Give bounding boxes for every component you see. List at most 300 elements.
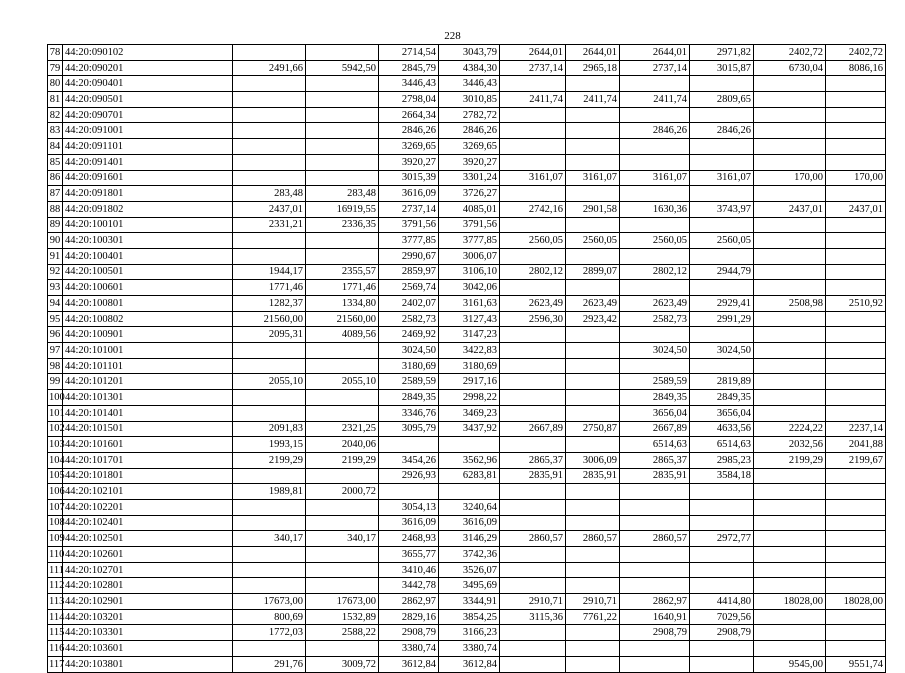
value-col-8-cell: 7029,56 bbox=[690, 609, 754, 625]
cadastral-code-cell: 44:20:102501 bbox=[63, 531, 233, 547]
value-col-2-cell: 283,48 bbox=[306, 186, 379, 202]
value-col-7-cell: 3024,50 bbox=[620, 343, 690, 359]
value-col-10-cell bbox=[826, 233, 886, 249]
value-col-1-cell bbox=[233, 358, 306, 374]
table-row bbox=[48, 531, 886, 547]
table-row bbox=[48, 76, 886, 92]
table-row bbox=[48, 201, 886, 217]
value-col-7-cell: 2737,14 bbox=[620, 60, 690, 76]
table-row bbox=[48, 233, 886, 249]
row-number-cell: 88 bbox=[48, 201, 63, 217]
value-col-9-cell bbox=[754, 547, 826, 563]
value-col-5-cell: 2865,37 bbox=[500, 452, 566, 468]
row-number-cell: 109 bbox=[48, 531, 63, 547]
value-col-7-cell: 2908,79 bbox=[620, 625, 690, 641]
value-col-10-cell: 170,00 bbox=[826, 170, 886, 186]
value-col-9-cell bbox=[754, 531, 826, 547]
value-col-1-cell bbox=[233, 248, 306, 264]
value-col-1-cell: 1282,37 bbox=[233, 296, 306, 312]
value-col-6-cell: 7761,22 bbox=[566, 609, 620, 625]
value-col-10-cell: 2199,67 bbox=[826, 452, 886, 468]
value-col-9-cell bbox=[754, 233, 826, 249]
value-col-4-cell: 3010,85 bbox=[439, 92, 500, 108]
value-col-3-cell: 2845,79 bbox=[379, 60, 439, 76]
value-col-8-cell: 2846,26 bbox=[690, 123, 754, 139]
value-col-6-cell bbox=[566, 374, 620, 390]
value-col-5-cell bbox=[500, 154, 566, 170]
value-col-3-cell: 3777,85 bbox=[379, 233, 439, 249]
value-col-7-cell: 2860,57 bbox=[620, 531, 690, 547]
value-col-8-cell bbox=[690, 641, 754, 657]
value-col-2-cell bbox=[306, 139, 379, 155]
value-col-6-cell bbox=[566, 123, 620, 139]
row-number-cell: 117 bbox=[48, 656, 63, 672]
cadastral-code-cell: 44:20:101001 bbox=[63, 343, 233, 359]
value-col-9-cell bbox=[754, 578, 826, 594]
table-body bbox=[48, 45, 886, 673]
value-col-6-cell: 2644,01 bbox=[566, 45, 620, 61]
value-col-8-cell: 3584,18 bbox=[690, 468, 754, 484]
value-col-2-cell bbox=[306, 343, 379, 359]
value-col-4-cell: 3161,63 bbox=[439, 296, 500, 312]
value-col-4-cell: 3344,91 bbox=[439, 594, 500, 610]
row-number-cell: 103 bbox=[48, 437, 63, 453]
row-number-cell: 91 bbox=[48, 248, 63, 264]
row-number-cell: 82 bbox=[48, 107, 63, 123]
value-col-2-cell bbox=[306, 123, 379, 139]
row-number-cell: 113 bbox=[48, 594, 63, 610]
value-col-5-cell: 2737,14 bbox=[500, 60, 566, 76]
value-col-5-cell bbox=[500, 515, 566, 531]
value-col-1-cell bbox=[233, 92, 306, 108]
value-col-3-cell: 3612,84 bbox=[379, 656, 439, 672]
value-col-10-cell: 2237,14 bbox=[826, 421, 886, 437]
value-col-6-cell: 2835,91 bbox=[566, 468, 620, 484]
value-col-5-cell: 2596,30 bbox=[500, 311, 566, 327]
row-number-cell: 108 bbox=[48, 515, 63, 531]
value-col-4-cell: 3180,69 bbox=[439, 358, 500, 374]
value-col-8-cell: 3015,87 bbox=[690, 60, 754, 76]
value-col-1-cell: 340,17 bbox=[233, 531, 306, 547]
value-col-9-cell bbox=[754, 625, 826, 641]
table-row bbox=[48, 123, 886, 139]
value-col-4-cell: 3240,64 bbox=[439, 499, 500, 515]
value-col-5-cell: 2644,01 bbox=[500, 45, 566, 61]
value-col-9-cell: 2437,01 bbox=[754, 201, 826, 217]
value-col-3-cell: 2990,67 bbox=[379, 248, 439, 264]
value-col-6-cell: 3006,09 bbox=[566, 452, 620, 468]
value-col-10-cell bbox=[826, 531, 886, 547]
value-col-8-cell bbox=[690, 358, 754, 374]
value-col-3-cell: 2798,04 bbox=[379, 92, 439, 108]
table-row bbox=[48, 92, 886, 108]
value-col-1-cell: 291,76 bbox=[233, 656, 306, 672]
value-col-4-cell bbox=[439, 484, 500, 500]
value-col-6-cell bbox=[566, 437, 620, 453]
value-col-1-cell bbox=[233, 468, 306, 484]
table-row bbox=[48, 578, 886, 594]
value-col-9-cell bbox=[754, 468, 826, 484]
value-col-5-cell bbox=[500, 641, 566, 657]
value-col-4-cell: 2846,26 bbox=[439, 123, 500, 139]
value-col-9-cell bbox=[754, 264, 826, 280]
value-col-8-cell: 3024,50 bbox=[690, 343, 754, 359]
table-row bbox=[48, 437, 886, 453]
cadastral-code-cell: 44:20:101601 bbox=[63, 437, 233, 453]
value-col-6-cell bbox=[566, 154, 620, 170]
value-col-1-cell: 2331,21 bbox=[233, 217, 306, 233]
value-col-2-cell bbox=[306, 405, 379, 421]
value-col-6-cell bbox=[566, 515, 620, 531]
value-col-10-cell bbox=[826, 390, 886, 406]
value-col-6-cell bbox=[566, 327, 620, 343]
value-col-2-cell: 2000,72 bbox=[306, 484, 379, 500]
table-row bbox=[48, 562, 886, 578]
value-col-1-cell bbox=[233, 107, 306, 123]
value-col-9-cell bbox=[754, 154, 826, 170]
value-col-5-cell bbox=[500, 248, 566, 264]
row-number-cell: 87 bbox=[48, 186, 63, 202]
value-col-6-cell bbox=[566, 186, 620, 202]
value-col-6-cell bbox=[566, 484, 620, 500]
value-col-5-cell: 2835,91 bbox=[500, 468, 566, 484]
value-col-5-cell: 3161,07 bbox=[500, 170, 566, 186]
value-col-9-cell bbox=[754, 248, 826, 264]
value-col-3-cell bbox=[379, 484, 439, 500]
cadastral-code-cell: 44:20:101401 bbox=[63, 405, 233, 421]
value-col-7-cell: 2846,26 bbox=[620, 123, 690, 139]
value-col-5-cell bbox=[500, 437, 566, 453]
value-col-3-cell: 2469,92 bbox=[379, 327, 439, 343]
value-col-5-cell bbox=[500, 327, 566, 343]
value-col-1-cell bbox=[233, 45, 306, 61]
value-col-10-cell bbox=[826, 625, 886, 641]
value-col-8-cell: 3743,97 bbox=[690, 201, 754, 217]
value-col-10-cell bbox=[826, 374, 886, 390]
value-col-8-cell: 2929,41 bbox=[690, 296, 754, 312]
value-col-7-cell: 2644,01 bbox=[620, 45, 690, 61]
value-col-10-cell: 2402,72 bbox=[826, 45, 886, 61]
value-col-1-cell bbox=[233, 515, 306, 531]
value-col-7-cell: 1640,91 bbox=[620, 609, 690, 625]
value-col-1-cell bbox=[233, 123, 306, 139]
cadastral-code-cell: 44:20:091401 bbox=[63, 154, 233, 170]
row-number-cell: 95 bbox=[48, 311, 63, 327]
value-col-2-cell: 3009,72 bbox=[306, 656, 379, 672]
value-col-3-cell: 2402,07 bbox=[379, 296, 439, 312]
table-row bbox=[48, 405, 886, 421]
row-number-cell: 79 bbox=[48, 60, 63, 76]
value-col-9-cell bbox=[754, 405, 826, 421]
value-col-5-cell: 3115,36 bbox=[500, 609, 566, 625]
table-row bbox=[48, 343, 886, 359]
value-col-7-cell bbox=[620, 327, 690, 343]
cadastral-code-cell: 44:20:100802 bbox=[63, 311, 233, 327]
value-col-2-cell bbox=[306, 358, 379, 374]
value-col-10-cell bbox=[826, 547, 886, 563]
value-col-6-cell: 2901,58 bbox=[566, 201, 620, 217]
value-col-9-cell: 2508,98 bbox=[754, 296, 826, 312]
value-col-10-cell bbox=[826, 123, 886, 139]
table-row bbox=[48, 327, 886, 343]
value-col-8-cell: 2809,65 bbox=[690, 92, 754, 108]
value-col-6-cell: 2899,07 bbox=[566, 264, 620, 280]
value-col-10-cell bbox=[826, 186, 886, 202]
value-col-3-cell: 3180,69 bbox=[379, 358, 439, 374]
value-col-3-cell: 2468,93 bbox=[379, 531, 439, 547]
value-col-2-cell: 5942,50 bbox=[306, 60, 379, 76]
value-col-3-cell: 2862,97 bbox=[379, 594, 439, 610]
value-col-5-cell: 2560,05 bbox=[500, 233, 566, 249]
value-col-10-cell bbox=[826, 578, 886, 594]
value-col-7-cell: 2849,35 bbox=[620, 390, 690, 406]
value-col-8-cell: 2985,23 bbox=[690, 452, 754, 468]
value-col-4-cell: 3043,79 bbox=[439, 45, 500, 61]
table-row bbox=[48, 139, 886, 155]
value-col-9-cell bbox=[754, 217, 826, 233]
value-col-5-cell: 2411,74 bbox=[500, 92, 566, 108]
value-col-7-cell bbox=[620, 154, 690, 170]
value-col-10-cell: 2041,88 bbox=[826, 437, 886, 453]
value-col-3-cell: 3446,43 bbox=[379, 76, 439, 92]
value-col-8-cell bbox=[690, 248, 754, 264]
row-number-cell: 93 bbox=[48, 280, 63, 296]
value-col-7-cell: 2411,74 bbox=[620, 92, 690, 108]
value-col-2-cell: 2040,06 bbox=[306, 437, 379, 453]
value-col-1-cell bbox=[233, 390, 306, 406]
value-col-10-cell bbox=[826, 358, 886, 374]
value-col-4-cell: 4384,30 bbox=[439, 60, 500, 76]
value-col-1-cell: 2091,83 bbox=[233, 421, 306, 437]
value-col-2-cell: 21560,00 bbox=[306, 311, 379, 327]
value-col-4-cell: 3166,23 bbox=[439, 625, 500, 641]
value-col-2-cell bbox=[306, 248, 379, 264]
table-row bbox=[48, 374, 886, 390]
value-col-7-cell: 2802,12 bbox=[620, 264, 690, 280]
value-col-6-cell bbox=[566, 562, 620, 578]
value-col-2-cell bbox=[306, 468, 379, 484]
value-col-3-cell: 3015,39 bbox=[379, 170, 439, 186]
value-col-10-cell bbox=[826, 311, 886, 327]
value-col-4-cell: 3616,09 bbox=[439, 515, 500, 531]
value-col-10-cell bbox=[826, 92, 886, 108]
value-col-9-cell: 6730,04 bbox=[754, 60, 826, 76]
value-col-6-cell bbox=[566, 578, 620, 594]
value-col-4-cell: 3469,23 bbox=[439, 405, 500, 421]
value-col-4-cell: 2998,22 bbox=[439, 390, 500, 406]
value-col-7-cell: 2667,89 bbox=[620, 421, 690, 437]
value-col-8-cell bbox=[690, 547, 754, 563]
value-col-6-cell: 2411,74 bbox=[566, 92, 620, 108]
value-col-3-cell: 3454,26 bbox=[379, 452, 439, 468]
cadastral-code-cell: 44:20:102101 bbox=[63, 484, 233, 500]
value-col-9-cell bbox=[754, 123, 826, 139]
value-col-1-cell bbox=[233, 499, 306, 515]
value-col-1-cell bbox=[233, 562, 306, 578]
row-number-cell: 80 bbox=[48, 76, 63, 92]
row-number-cell: 106 bbox=[48, 484, 63, 500]
row-number-cell: 104 bbox=[48, 452, 63, 468]
value-col-3-cell: 2569,74 bbox=[379, 280, 439, 296]
value-col-5-cell: 2910,71 bbox=[500, 594, 566, 610]
value-col-6-cell bbox=[566, 547, 620, 563]
value-col-1-cell bbox=[233, 233, 306, 249]
row-number-cell: 81 bbox=[48, 92, 63, 108]
cadastral-code-cell: 44:20:100901 bbox=[63, 327, 233, 343]
cadastral-code-cell: 44:20:100501 bbox=[63, 264, 233, 280]
value-col-8-cell: 2972,77 bbox=[690, 531, 754, 547]
page-number: 228 bbox=[444, 30, 461, 42]
value-col-9-cell bbox=[754, 311, 826, 327]
cadastral-code-cell: 44:20:101201 bbox=[63, 374, 233, 390]
value-col-9-cell bbox=[754, 484, 826, 500]
value-col-4-cell: 3854,25 bbox=[439, 609, 500, 625]
value-col-8-cell bbox=[690, 154, 754, 170]
value-col-3-cell: 3095,79 bbox=[379, 421, 439, 437]
table-row bbox=[48, 625, 886, 641]
value-col-1-cell: 1771,46 bbox=[233, 280, 306, 296]
value-col-9-cell bbox=[754, 280, 826, 296]
value-col-3-cell: 2582,73 bbox=[379, 311, 439, 327]
cadastral-code-cell: 44:20:090401 bbox=[63, 76, 233, 92]
value-col-7-cell bbox=[620, 107, 690, 123]
value-col-5-cell bbox=[500, 186, 566, 202]
value-col-9-cell bbox=[754, 499, 826, 515]
value-col-6-cell: 2860,57 bbox=[566, 531, 620, 547]
value-col-7-cell bbox=[620, 578, 690, 594]
value-col-5-cell: 2667,89 bbox=[500, 421, 566, 437]
value-col-8-cell: 3161,07 bbox=[690, 170, 754, 186]
value-col-4-cell: 3147,23 bbox=[439, 327, 500, 343]
cadastral-code-cell: 44:20:103301 bbox=[63, 625, 233, 641]
table-row bbox=[48, 248, 886, 264]
value-col-6-cell: 2623,49 bbox=[566, 296, 620, 312]
value-col-10-cell: 2437,01 bbox=[826, 201, 886, 217]
value-col-4-cell: 3437,92 bbox=[439, 421, 500, 437]
value-col-4-cell: 6283,81 bbox=[439, 468, 500, 484]
value-col-3-cell: 2908,79 bbox=[379, 625, 439, 641]
value-col-1-cell bbox=[233, 405, 306, 421]
value-col-3-cell: 2829,16 bbox=[379, 609, 439, 625]
value-col-1-cell bbox=[233, 641, 306, 657]
value-col-9-cell bbox=[754, 609, 826, 625]
value-col-7-cell: 3161,07 bbox=[620, 170, 690, 186]
value-col-8-cell bbox=[690, 578, 754, 594]
value-col-5-cell bbox=[500, 76, 566, 92]
value-col-1-cell: 1993,15 bbox=[233, 437, 306, 453]
value-col-5-cell bbox=[500, 374, 566, 390]
value-col-2-cell bbox=[306, 45, 379, 61]
value-col-1-cell: 21560,00 bbox=[233, 311, 306, 327]
value-col-3-cell: 3054,13 bbox=[379, 499, 439, 515]
cadastral-code-cell: 44:20:090102 bbox=[63, 45, 233, 61]
value-col-4-cell: 3446,43 bbox=[439, 76, 500, 92]
table-row bbox=[48, 358, 886, 374]
value-col-6-cell bbox=[566, 248, 620, 264]
value-col-4-cell: 3612,84 bbox=[439, 656, 500, 672]
value-col-5-cell bbox=[500, 280, 566, 296]
cadastral-code-cell: 44:20:091801 bbox=[63, 186, 233, 202]
value-col-5-cell bbox=[500, 343, 566, 359]
value-col-2-cell bbox=[306, 562, 379, 578]
cadastral-code-cell: 44:20:103601 bbox=[63, 641, 233, 657]
value-col-7-cell bbox=[620, 499, 690, 515]
value-col-2-cell bbox=[306, 547, 379, 563]
table-row bbox=[48, 217, 886, 233]
value-col-10-cell bbox=[826, 76, 886, 92]
value-col-5-cell: 2860,57 bbox=[500, 531, 566, 547]
value-col-6-cell bbox=[566, 625, 620, 641]
value-col-4-cell: 3422,83 bbox=[439, 343, 500, 359]
value-col-6-cell bbox=[566, 390, 620, 406]
value-col-6-cell bbox=[566, 499, 620, 515]
cadastral-code-cell: 44:20:103801 bbox=[63, 656, 233, 672]
value-col-5-cell: 2623,49 bbox=[500, 296, 566, 312]
table-row bbox=[48, 421, 886, 437]
value-col-5-cell bbox=[500, 547, 566, 563]
value-col-7-cell bbox=[620, 217, 690, 233]
cadastral-code-cell: 44:20:090501 bbox=[63, 92, 233, 108]
value-col-5-cell: 2742,16 bbox=[500, 201, 566, 217]
value-col-2-cell bbox=[306, 170, 379, 186]
row-number-cell: 116 bbox=[48, 641, 63, 657]
table-row bbox=[48, 280, 886, 296]
value-col-7-cell: 2560,05 bbox=[620, 233, 690, 249]
cadastral-code-cell: 44:20:103201 bbox=[63, 609, 233, 625]
value-col-5-cell bbox=[500, 123, 566, 139]
value-col-9-cell: 9545,00 bbox=[754, 656, 826, 672]
value-col-10-cell bbox=[826, 154, 886, 170]
value-col-1-cell bbox=[233, 76, 306, 92]
row-number-cell: 111 bbox=[48, 562, 63, 578]
cadastral-code-cell: 44:20:100601 bbox=[63, 280, 233, 296]
cadastral-code-cell: 44:20:102701 bbox=[63, 562, 233, 578]
value-col-4-cell: 4085,01 bbox=[439, 201, 500, 217]
row-number-cell: 97 bbox=[48, 343, 63, 359]
value-col-4-cell: 2917,16 bbox=[439, 374, 500, 390]
table-row bbox=[48, 515, 886, 531]
value-col-9-cell: 2032,56 bbox=[754, 437, 826, 453]
value-col-10-cell bbox=[826, 641, 886, 657]
value-col-8-cell bbox=[690, 280, 754, 296]
value-col-8-cell: 2944,79 bbox=[690, 264, 754, 280]
cadastral-code-cell: 44:20:102801 bbox=[63, 578, 233, 594]
value-col-7-cell bbox=[620, 641, 690, 657]
cadastral-code-cell: 44:20:100801 bbox=[63, 296, 233, 312]
value-col-7-cell: 2835,91 bbox=[620, 468, 690, 484]
table-row bbox=[48, 296, 886, 312]
value-col-5-cell bbox=[500, 405, 566, 421]
value-col-8-cell bbox=[690, 186, 754, 202]
value-col-1-cell: 283,48 bbox=[233, 186, 306, 202]
value-col-3-cell: 2849,35 bbox=[379, 390, 439, 406]
value-col-8-cell bbox=[690, 656, 754, 672]
value-col-4-cell: 3526,07 bbox=[439, 562, 500, 578]
value-col-7-cell bbox=[620, 76, 690, 92]
value-col-9-cell bbox=[754, 374, 826, 390]
cadastral-code-cell: 44:20:090201 bbox=[63, 60, 233, 76]
row-number-cell: 98 bbox=[48, 358, 63, 374]
value-col-7-cell bbox=[620, 515, 690, 531]
value-col-3-cell: 3616,09 bbox=[379, 515, 439, 531]
value-col-7-cell bbox=[620, 562, 690, 578]
table-row bbox=[48, 609, 886, 625]
cadastral-code-cell: 44:20:102601 bbox=[63, 547, 233, 563]
row-number-cell: 101 bbox=[48, 405, 63, 421]
table-row bbox=[48, 641, 886, 657]
value-col-6-cell bbox=[566, 641, 620, 657]
row-number-cell: 89 bbox=[48, 217, 63, 233]
